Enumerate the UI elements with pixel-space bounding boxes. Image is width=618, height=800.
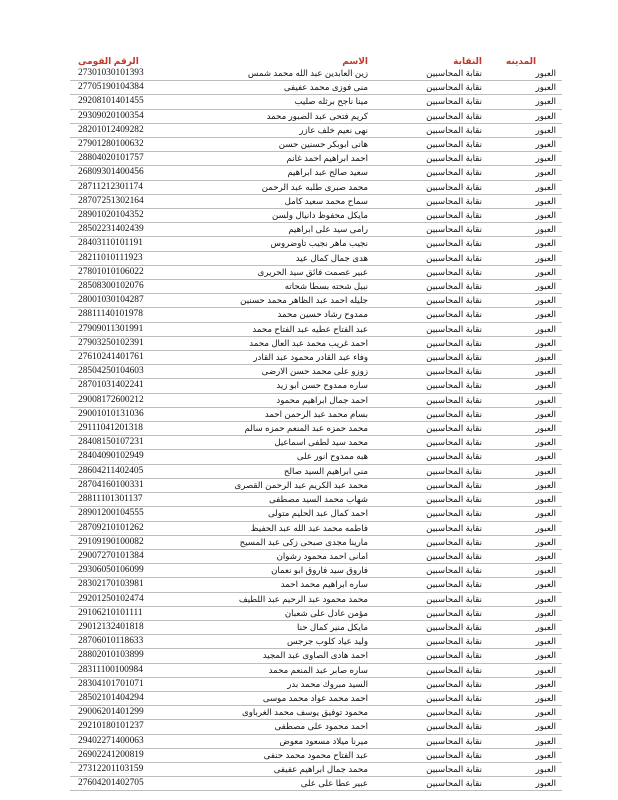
table-row <box>70 166 562 180</box>
cell-union: نقابة المحاسبين <box>426 139 482 150</box>
cell-union: نقابة المحاسبين <box>426 636 482 647</box>
cell-union: نقابة المحاسبين <box>426 96 482 107</box>
table-row <box>70 592 562 606</box>
cell-national-id: 28504250104603 <box>78 366 144 377</box>
cell-name: احمد ابراهيم احمد غانم <box>286 153 368 164</box>
table-row <box>70 180 562 194</box>
table-row <box>70 549 562 563</box>
cell-name: عبير عطا على على <box>300 778 368 789</box>
cell-name: عبير عصمت فائق سيد الحريرى <box>257 266 368 277</box>
cell-name: احمد غريب محمد عبد العال محمد <box>249 337 368 348</box>
cell-city: العبور <box>535 508 556 519</box>
cell-city: العبور <box>535 96 556 107</box>
table-row <box>70 663 562 677</box>
cell-national-id: 28502101404294 <box>78 692 144 703</box>
cell-union: نقابة المحاسبين <box>426 437 482 448</box>
cell-city: العبور <box>535 238 556 249</box>
cell-name: هدى جمال كمال عيد <box>295 252 368 263</box>
cell-union: نقابة المحاسبين <box>426 352 482 363</box>
cell-name: مايكل منير كمال حنا <box>296 621 368 632</box>
cell-city: العبور <box>535 522 556 533</box>
cell-union: نقابة المحاسبين <box>426 465 482 476</box>
cell-name: نهى نعيم خلف عازر <box>299 124 368 135</box>
cell-name: عبد الفتاح عطيه عبد الفتاح محمد <box>252 323 368 334</box>
cell-national-id: 29001010131036 <box>78 408 144 419</box>
cell-city: العبور <box>535 707 556 718</box>
cell-city: العبور <box>535 636 556 647</box>
cell-national-id: 27604201402705 <box>78 778 144 789</box>
header-name: الاسم <box>342 56 368 66</box>
cell-name: مايكل محفوظ دانيال ولسن <box>272 210 368 221</box>
table-row <box>70 677 562 691</box>
cell-name: امانى احمد محمود رشوان <box>276 550 368 561</box>
cell-national-id: 28707251302164 <box>78 195 144 206</box>
table-row <box>70 777 562 791</box>
cell-union: نقابة المحاسبين <box>426 110 482 121</box>
cell-city: العبور <box>535 763 556 774</box>
cell-city: العبور <box>535 678 556 689</box>
cell-national-id: 29007270101384 <box>78 550 144 561</box>
cell-national-id: 28709210101262 <box>78 522 144 533</box>
cell-city: العبور <box>535 451 556 462</box>
cell-name: محمود توفيق يوسف محمد الغرباوى <box>242 707 368 718</box>
table-row <box>70 422 562 436</box>
cell-name: محمد عبد الكريم عبد الرحمن القصرى <box>234 479 368 490</box>
table-row <box>70 706 562 720</box>
cell-name: فاطمه محمد عبد الله عبد الحفيظ <box>250 522 368 533</box>
cell-union: نقابة المحاسبين <box>426 607 482 618</box>
cell-city: العبور <box>535 195 556 206</box>
cell-name: جليله احمد عبد الظاهر محمد حسنين <box>240 295 368 306</box>
header-national-id: الرقم القومى <box>78 56 139 66</box>
table-row <box>70 237 562 251</box>
cell-union: نقابة المحاسبين <box>426 692 482 703</box>
cell-name: مؤمن عادل على شعبان <box>284 607 368 618</box>
cell-national-id: 28001030104287 <box>78 295 144 306</box>
cell-national-id: 28706010118633 <box>78 636 144 647</box>
cell-name: احمد جمال ابراهيم محمود <box>276 394 368 405</box>
cell-national-id: 28404090102949 <box>78 451 144 462</box>
table-row <box>70 748 562 762</box>
cell-city: العبور <box>535 380 556 391</box>
cell-union: نقابة المحاسبين <box>426 593 482 604</box>
cell-city: العبور <box>535 252 556 263</box>
members-sheet <box>70 56 556 791</box>
cell-national-id: 29210180101237 <box>78 721 144 732</box>
cell-union: نقابة المحاسبين <box>426 224 482 235</box>
cell-union: نقابة المحاسبين <box>426 664 482 675</box>
table-row <box>70 464 562 478</box>
table-row <box>70 280 562 294</box>
cell-city: العبور <box>535 110 556 121</box>
cell-national-id: 28302170103981 <box>78 579 144 590</box>
cell-city: العبور <box>535 536 556 547</box>
header-city: المدينه <box>505 56 537 66</box>
cell-union: نقابة المحاسبين <box>426 124 482 135</box>
cell-name: عبد الفتاح محمود محمد حنفى <box>263 749 368 760</box>
cell-national-id: 28811101301137 <box>78 494 143 505</box>
cell-city: العبور <box>535 550 556 561</box>
cell-national-id: 28604211402405 <box>78 465 144 476</box>
cell-name: ساره ابراهيم محمد احمد <box>280 579 368 590</box>
cell-city: العبور <box>535 692 556 703</box>
cell-union: نقابة المحاسبين <box>426 295 482 306</box>
cell-name: وفاء عبد القادر محمود عبد القادر <box>253 352 368 363</box>
table-header-row <box>70 56 562 67</box>
table-row <box>70 521 562 535</box>
cell-name: هانى ابوبكر حسنين حسن <box>278 139 368 150</box>
cell-name: فاروق سيد فاروق ابو نعمان <box>271 565 368 576</box>
table-row <box>70 351 562 365</box>
cell-national-id: 29109190100082 <box>78 536 144 547</box>
cell-national-id: 28304101701071 <box>78 678 144 689</box>
cell-name: احمد كمال عبد الحليم متولى <box>267 508 368 519</box>
cell-national-id: 28711212301174 <box>78 181 143 192</box>
cell-union: نقابة المحاسبين <box>426 479 482 490</box>
cell-name: مينا ناجح برثله صليب <box>294 96 368 107</box>
cell-union: نقابة المحاسبين <box>426 394 482 405</box>
cell-national-id: 28211010111923 <box>78 252 143 263</box>
cell-city: العبور <box>535 210 556 221</box>
cell-city: العبور <box>535 494 556 505</box>
table-row <box>70 152 562 166</box>
cell-name: نجيب ماهر نجيب تاوضروس <box>270 238 368 249</box>
cell-national-id: 28901020104352 <box>78 210 144 221</box>
table-row <box>70 450 562 464</box>
cell-city: العبور <box>535 565 556 576</box>
cell-city: العبور <box>535 593 556 604</box>
cell-city: العبور <box>535 224 556 235</box>
cell-city: العبور <box>535 139 556 150</box>
cell-union: نقابة المحاسبين <box>426 181 482 192</box>
cell-union: نقابة المحاسبين <box>426 721 482 732</box>
cell-union: نقابة المحاسبين <box>426 707 482 718</box>
cell-name: هبه ممدوح انور على <box>296 451 368 462</box>
cell-name: زوزو على محمد حسن الارضى <box>261 366 368 377</box>
cell-national-id: 28811140101978 <box>78 309 143 320</box>
cell-national-id: 28704160100331 <box>78 479 144 490</box>
cell-city: العبور <box>535 309 556 320</box>
cell-national-id: 29309020100354 <box>78 110 144 121</box>
cell-city: العبور <box>535 664 556 675</box>
table-row <box>70 251 562 265</box>
cell-city: العبور <box>535 394 556 405</box>
cell-city: العبور <box>535 735 556 746</box>
table-row <box>70 308 562 322</box>
cell-national-id: 29008172600212 <box>78 394 144 405</box>
table-row <box>70 578 562 592</box>
cell-national-id: 27901280100632 <box>78 139 144 150</box>
cell-national-id: 28311100100984 <box>78 664 143 675</box>
cell-union: نقابة المحاسبين <box>426 763 482 774</box>
cell-union: نقابة المحاسبين <box>426 423 482 434</box>
table-row <box>70 691 562 705</box>
cell-national-id: 28901200104555 <box>78 508 144 519</box>
cell-union: نقابة المحاسبين <box>426 195 482 206</box>
table-row <box>70 762 562 776</box>
cell-name: نبيل شحته بسطا شحاته <box>284 281 368 292</box>
cell-name: ممدوح رشاد حسين محمد <box>277 309 368 320</box>
cell-union: نقابة المحاسبين <box>426 522 482 533</box>
table-row <box>70 209 562 223</box>
cell-national-id: 29402271400063 <box>78 735 144 746</box>
table-row <box>70 649 562 663</box>
cell-name: شهاب محمد السيد مصطفى <box>268 494 368 505</box>
cell-city: العبور <box>535 295 556 306</box>
table-row <box>70 223 562 237</box>
cell-union: نقابة المحاسبين <box>426 380 482 391</box>
table-row <box>70 95 562 109</box>
table-row <box>70 322 562 336</box>
cell-national-id: 28804020101757 <box>78 153 144 164</box>
cell-union: نقابة المحاسبين <box>426 167 482 178</box>
cell-union: نقابة المحاسبين <box>426 550 482 561</box>
table-row <box>70 535 562 549</box>
table-row <box>70 564 562 578</box>
cell-union: نقابة المحاسبين <box>426 650 482 661</box>
members-table <box>70 56 562 791</box>
cell-union: نقابة المحاسبين <box>426 82 482 93</box>
cell-city: العبور <box>535 778 556 789</box>
cell-national-id: 27312201103159 <box>78 763 144 774</box>
table-row <box>70 635 562 649</box>
cell-city: العبور <box>535 721 556 732</box>
cell-name: ميرنا ميلاد مسعود معوض <box>279 735 368 746</box>
cell-national-id: 29012132401818 <box>78 621 144 632</box>
cell-union: نقابة المحاسبين <box>426 579 482 590</box>
cell-name: محمد صبرى طلبه عبد الرحمن <box>261 181 368 192</box>
cell-name: منى فوزى محمد عفيفى <box>283 82 368 93</box>
table-row <box>70 109 562 123</box>
cell-city: العبور <box>535 124 556 135</box>
cell-city: العبور <box>535 167 556 178</box>
cell-city: العبور <box>535 607 556 618</box>
cell-name: ساره صابر عبد المنعم محمد <box>268 664 368 675</box>
cell-name: محمد محمود عبد الرحيم عبد اللطيف <box>238 593 368 604</box>
cell-national-id: 29106210101111 <box>78 607 143 618</box>
cell-national-id: 28502231402439 <box>78 224 144 235</box>
cell-name: مارينا مجدى صبحى زكى عبد المسيح <box>239 536 368 547</box>
cell-name: محمد حمزه عبد المنعم حمزه سالم <box>244 423 368 434</box>
cell-name: منى ابراهيم السيد صالح <box>283 465 368 476</box>
cell-city: العبور <box>535 323 556 334</box>
cell-union: نقابة المحاسبين <box>426 735 482 746</box>
cell-city: العبور <box>535 621 556 632</box>
cell-name: رامى سيد على ابراهيم <box>288 224 368 235</box>
cell-city: العبور <box>535 181 556 192</box>
cell-union: نقابة المحاسبين <box>426 153 482 164</box>
cell-city: العبور <box>535 423 556 434</box>
cell-name: محمد سيد لطفى اسماعيل <box>274 437 368 448</box>
cell-national-id: 27610241401761 <box>78 352 144 363</box>
cell-name: سعيد صالح عبد ابراهيم <box>287 167 368 178</box>
table-row <box>70 379 562 393</box>
table-row <box>70 265 562 279</box>
cell-union: نقابة المحاسبين <box>426 678 482 689</box>
table-row <box>70 123 562 137</box>
cell-national-id: 29201250102474 <box>78 593 144 604</box>
table-row <box>70 407 562 421</box>
cell-name: احمد محمود على مصطفى <box>274 721 368 732</box>
cell-union: نقابة المحاسبين <box>426 494 482 505</box>
cell-city: العبور <box>535 579 556 590</box>
cell-city: العبور <box>535 749 556 760</box>
cell-union: نقابة المحاسبين <box>426 508 482 519</box>
cell-union: نقابة المحاسبين <box>426 408 482 419</box>
cell-national-id: 26902241200819 <box>78 749 144 760</box>
cell-city: العبور <box>535 437 556 448</box>
cell-union: نقابة المحاسبين <box>426 337 482 348</box>
cell-national-id: 27903250102391 <box>78 337 144 348</box>
table-row <box>70 393 562 407</box>
table-row <box>70 81 562 95</box>
cell-national-id: 27705190104384 <box>78 82 144 93</box>
cell-name: احمد هادى الصاوى عبد المجيد <box>262 650 368 661</box>
cell-national-id: 27301030101393 <box>78 68 144 78</box>
cell-city: العبور <box>535 82 556 93</box>
table-row <box>70 138 562 152</box>
cell-city: العبور <box>535 153 556 164</box>
cell-city: العبور <box>535 408 556 419</box>
cell-city: العبور <box>535 650 556 661</box>
table-row <box>70 734 562 748</box>
header-union: النقابة <box>453 56 482 66</box>
cell-union: نقابة المحاسبين <box>426 266 482 277</box>
cell-city: العبور <box>535 352 556 363</box>
cell-union: نقابة المحاسبين <box>426 451 482 462</box>
table-row <box>70 606 562 620</box>
table-row <box>70 507 562 521</box>
cell-union: نقابة المحاسبين <box>426 210 482 221</box>
cell-national-id: 29208101401455 <box>78 96 144 107</box>
cell-national-id: 28508300102076 <box>78 281 144 292</box>
cell-city: العبور <box>535 281 556 292</box>
cell-national-id: 28408150107231 <box>78 437 144 448</box>
cell-national-id: 27909011301991 <box>78 323 144 334</box>
cell-city: العبور <box>535 479 556 490</box>
cell-union: نقابة المحاسبين <box>426 323 482 334</box>
cell-name: احمد محمد عواد محمد موسى <box>262 692 368 703</box>
cell-union: نقابة المحاسبين <box>426 309 482 320</box>
cell-city: العبور <box>535 68 556 78</box>
table-row <box>70 436 562 450</box>
cell-union: نقابة المحاسبين <box>426 749 482 760</box>
cell-name: محمد جمال ابراهيم عفيفى <box>273 763 368 774</box>
cell-name: وليد عياد كلوب جرجس <box>287 636 368 647</box>
table-row <box>70 365 562 379</box>
cell-name: ساره ممدوح حسن ابو زيد <box>276 380 368 391</box>
cell-national-id: 28403110101191 <box>78 238 143 249</box>
table-row <box>70 478 562 492</box>
table-row <box>70 67 562 81</box>
cell-city: العبور <box>535 337 556 348</box>
table-row <box>70 194 562 208</box>
cell-name: زين العابدين عبد الله محمد شمس <box>247 68 368 78</box>
cell-city: العبور <box>535 266 556 277</box>
table-row <box>70 336 562 350</box>
cell-union: نقابة المحاسبين <box>426 68 482 78</box>
cell-name: بسام محمد عبد الرحمن احمد <box>264 408 368 419</box>
cell-national-id: 29306050106099 <box>78 565 144 576</box>
table-body <box>70 67 562 791</box>
cell-name: سماح محمد سعيد كامل <box>284 195 368 206</box>
cell-union: نقابة المحاسبين <box>426 252 482 263</box>
cell-union: نقابة المحاسبين <box>426 778 482 789</box>
cell-union: نقابة المحاسبين <box>426 238 482 249</box>
table-row <box>70 620 562 634</box>
table-row <box>70 493 562 507</box>
cell-union: نقابة المحاسبين <box>426 565 482 576</box>
cell-city: العبور <box>535 465 556 476</box>
table-row <box>70 720 562 734</box>
cell-national-id: 28701031402241 <box>78 380 144 391</box>
cell-national-id: 29006201401299 <box>78 707 144 718</box>
cell-city: العبور <box>535 366 556 377</box>
cell-national-id: 28802010103899 <box>78 650 144 661</box>
cell-national-id: 29111041201318 <box>78 423 143 434</box>
cell-name: السيد مبروك محمد بدر <box>287 678 368 689</box>
cell-national-id: 27801010106022 <box>78 266 144 277</box>
cell-national-id: 26809301400456 <box>78 167 144 178</box>
cell-union: نقابة المحاسبين <box>426 366 482 377</box>
cell-union: نقابة المحاسبين <box>426 281 482 292</box>
cell-national-id: 28201012409282 <box>78 124 144 135</box>
cell-union: نقابة المحاسبين <box>426 621 482 632</box>
cell-name: كريم فتحى عبد الصبور محمد <box>266 110 368 121</box>
cell-union: نقابة المحاسبين <box>426 536 482 547</box>
table-row <box>70 294 562 308</box>
